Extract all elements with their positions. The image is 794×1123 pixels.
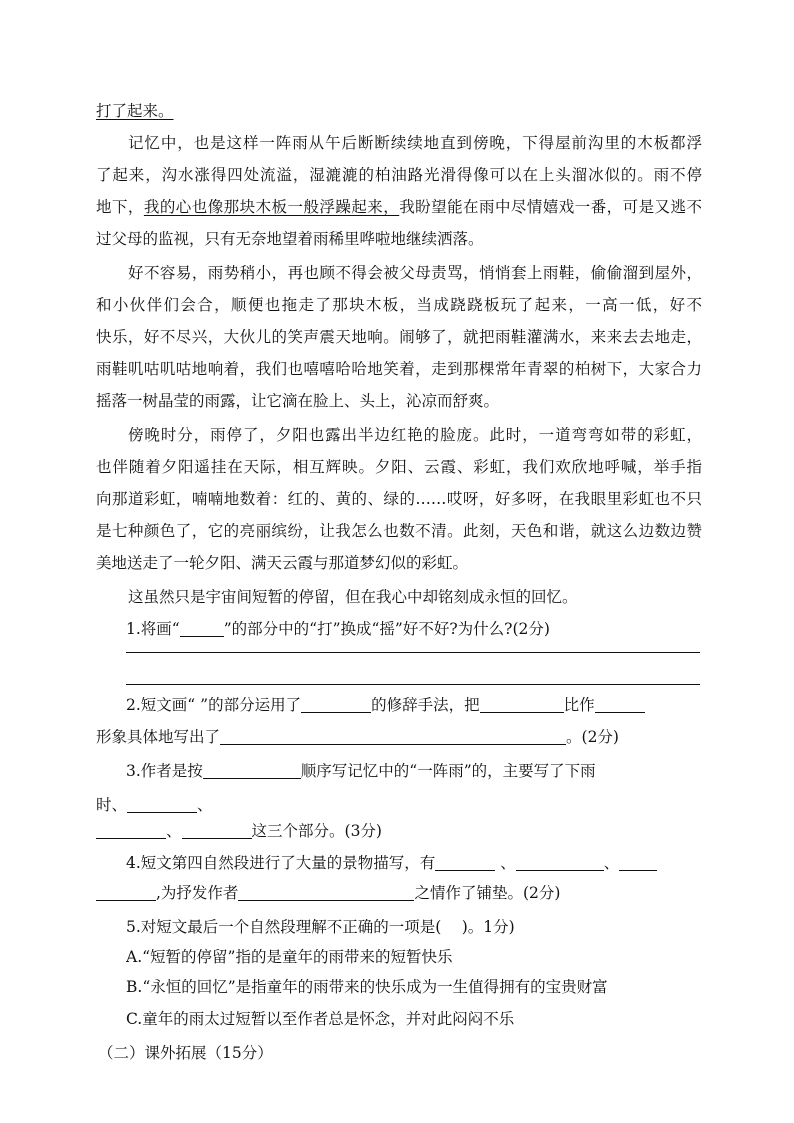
option-b[interactable]: B.“永恒的回忆”是指童年的雨带来的快乐成为一生值得拥有的宝贵财富 (126, 978, 608, 996)
answer-blank[interactable] (516, 852, 604, 871)
text-span: 时、 (96, 796, 128, 814)
passage-line: 快乐，好不尽兴，大伙儿的笑声震天地响。闹够了，就把雨鞋灌满水，来来去去地走， (96, 328, 702, 346)
answer-blank[interactable] (480, 694, 564, 713)
passage-line (96, 192, 702, 222)
answer-blank[interactable] (127, 794, 197, 813)
answer-blank[interactable] (619, 852, 657, 871)
question-4 (126, 848, 702, 878)
passage-line: 了起来，沟水涨得四处流溢，湿漉漉的柏油路光滑得像可以在上头溜冰似的。雨不停 (96, 166, 702, 184)
question-2 (126, 690, 702, 720)
answer-blank[interactable] (203, 760, 301, 779)
text-span: 之情作了铺垫。(2分) (414, 884, 561, 902)
question-1 (126, 614, 702, 644)
answer-blank[interactable] (238, 882, 414, 901)
passage-line: 也伴随着夕阳遥挂在天际，相互辉映。夕阳、云霞、彩虹，我们欢欣地呼喊，举手指 (96, 458, 702, 476)
answer-blank[interactable] (301, 694, 371, 713)
underlined-phrase: 打了起来。 (96, 102, 174, 120)
question-3 (126, 756, 702, 786)
text-span: 3.作者是按 (126, 762, 203, 780)
answer-line[interactable] (126, 652, 700, 653)
question-3-cont (96, 816, 702, 846)
text-span: 比作 (563, 696, 595, 714)
answer-blank[interactable] (182, 820, 252, 839)
passage-line: 美地送走了一轮夕阳、满天云霞与那道梦幻似的彩虹。 (96, 554, 469, 572)
text-span: 形象具体地写出了 (96, 728, 221, 746)
text-span: ,为抒发作者 (156, 884, 239, 902)
text-span: ”的部分中的“打”换成“摇”好不好?为什么?(2分) (223, 620, 550, 638)
text-span: 4.短文第四自然段进行了大量的景物描写，有 (126, 854, 436, 872)
question-2-cont (96, 722, 702, 752)
text-span: 2.短文画“ ”的部分运用了 (126, 696, 302, 714)
passage-line: 向那道彩虹，喃喃地数着：红的、黄的、绿的……哎呀，好多呀，在我眼里彩虹也不只 (96, 490, 702, 508)
question-5: 5.对短文最后一个自然段理解不正确的一项是( )。1分) (126, 918, 515, 936)
passage-line: 雨鞋叽咕叽咕地响着，我们也嘻嘻哈哈地笑着，走到那棵常年青翠的柏树下，大家合力 (96, 360, 702, 378)
passage-line (96, 96, 702, 126)
underlined-sentence: 我的心也像那块木板一般浮躁起来， (143, 198, 400, 216)
text-span: 地下， (96, 198, 144, 216)
answer-blank[interactable] (595, 694, 645, 713)
passage-line: 摇落一树晶莹的雨露，让它滴在脸上、头上，沁凉而舒爽。 (96, 392, 500, 410)
option-c[interactable]: C.童年的雨太过短暂以至作者总是怀念，并对此闷闷不乐 (126, 1010, 515, 1028)
text-span: 1.将画“ (126, 620, 180, 638)
answer-blank[interactable] (220, 726, 566, 745)
text-span: 、 (495, 854, 516, 872)
passage-line: 记忆中，也是这样一阵雨从午后断断续续地直到傍晚，下得屋前沟里的木板都浮 (128, 134, 702, 152)
text-span: 我盼望能在雨中尽情嬉戏一番，可是又逃不 (399, 198, 702, 216)
passage-line: 过父母的监视，只有无奈地望着雨稀里哗啦地继续洒落。 (96, 230, 484, 248)
text-span: 、 (197, 796, 213, 814)
text-span: 这三个部分。(3分) (251, 822, 382, 840)
section-heading: （二）课外拓展（15分） (98, 1044, 273, 1062)
passage-line: 好不容易，雨势稍小，再也顾不得会被父母责骂，悄悄套上雨鞋，偷偷溜到屋外， (128, 264, 702, 282)
text-span: 的修辞手法，把 (371, 696, 480, 714)
question-4-cont (96, 878, 702, 908)
passage-line: 是七种颜色了，它的亮丽缤纷，让我怎么也数不清。此刻，天色和谐，就这么边数边赞 (96, 522, 702, 540)
passage-line: 这虽然只是宇宙间短暂的停留，但在我心中却铭刻成永恒的回忆。 (128, 588, 578, 606)
answer-line[interactable] (126, 684, 700, 685)
text-span: 、 (166, 822, 182, 840)
passage-line: 和小伙伴们会合，顺便也拖走了那块木板，当成跷跷板玩了起来，一高一低，好不 (96, 296, 702, 314)
passage-line: 傍晚时分，雨停了，夕阳也露出半边红艳的脸庞。此时，一道弯弯如带的彩虹， (128, 426, 702, 444)
answer-blank[interactable] (96, 882, 156, 901)
option-a[interactable]: A.“短暂的停留”指的是童年的雨带来的短暂快乐 (126, 948, 453, 966)
inline-blank[interactable] (180, 618, 224, 637)
answer-blank[interactable] (435, 852, 495, 871)
answer-blank[interactable] (96, 820, 166, 839)
text-span: 顺序写记忆中的“一阵雨”的，主要写了下雨 (300, 762, 596, 780)
text-span: 。(2分) (566, 728, 619, 746)
text-span: 、 (603, 854, 620, 872)
